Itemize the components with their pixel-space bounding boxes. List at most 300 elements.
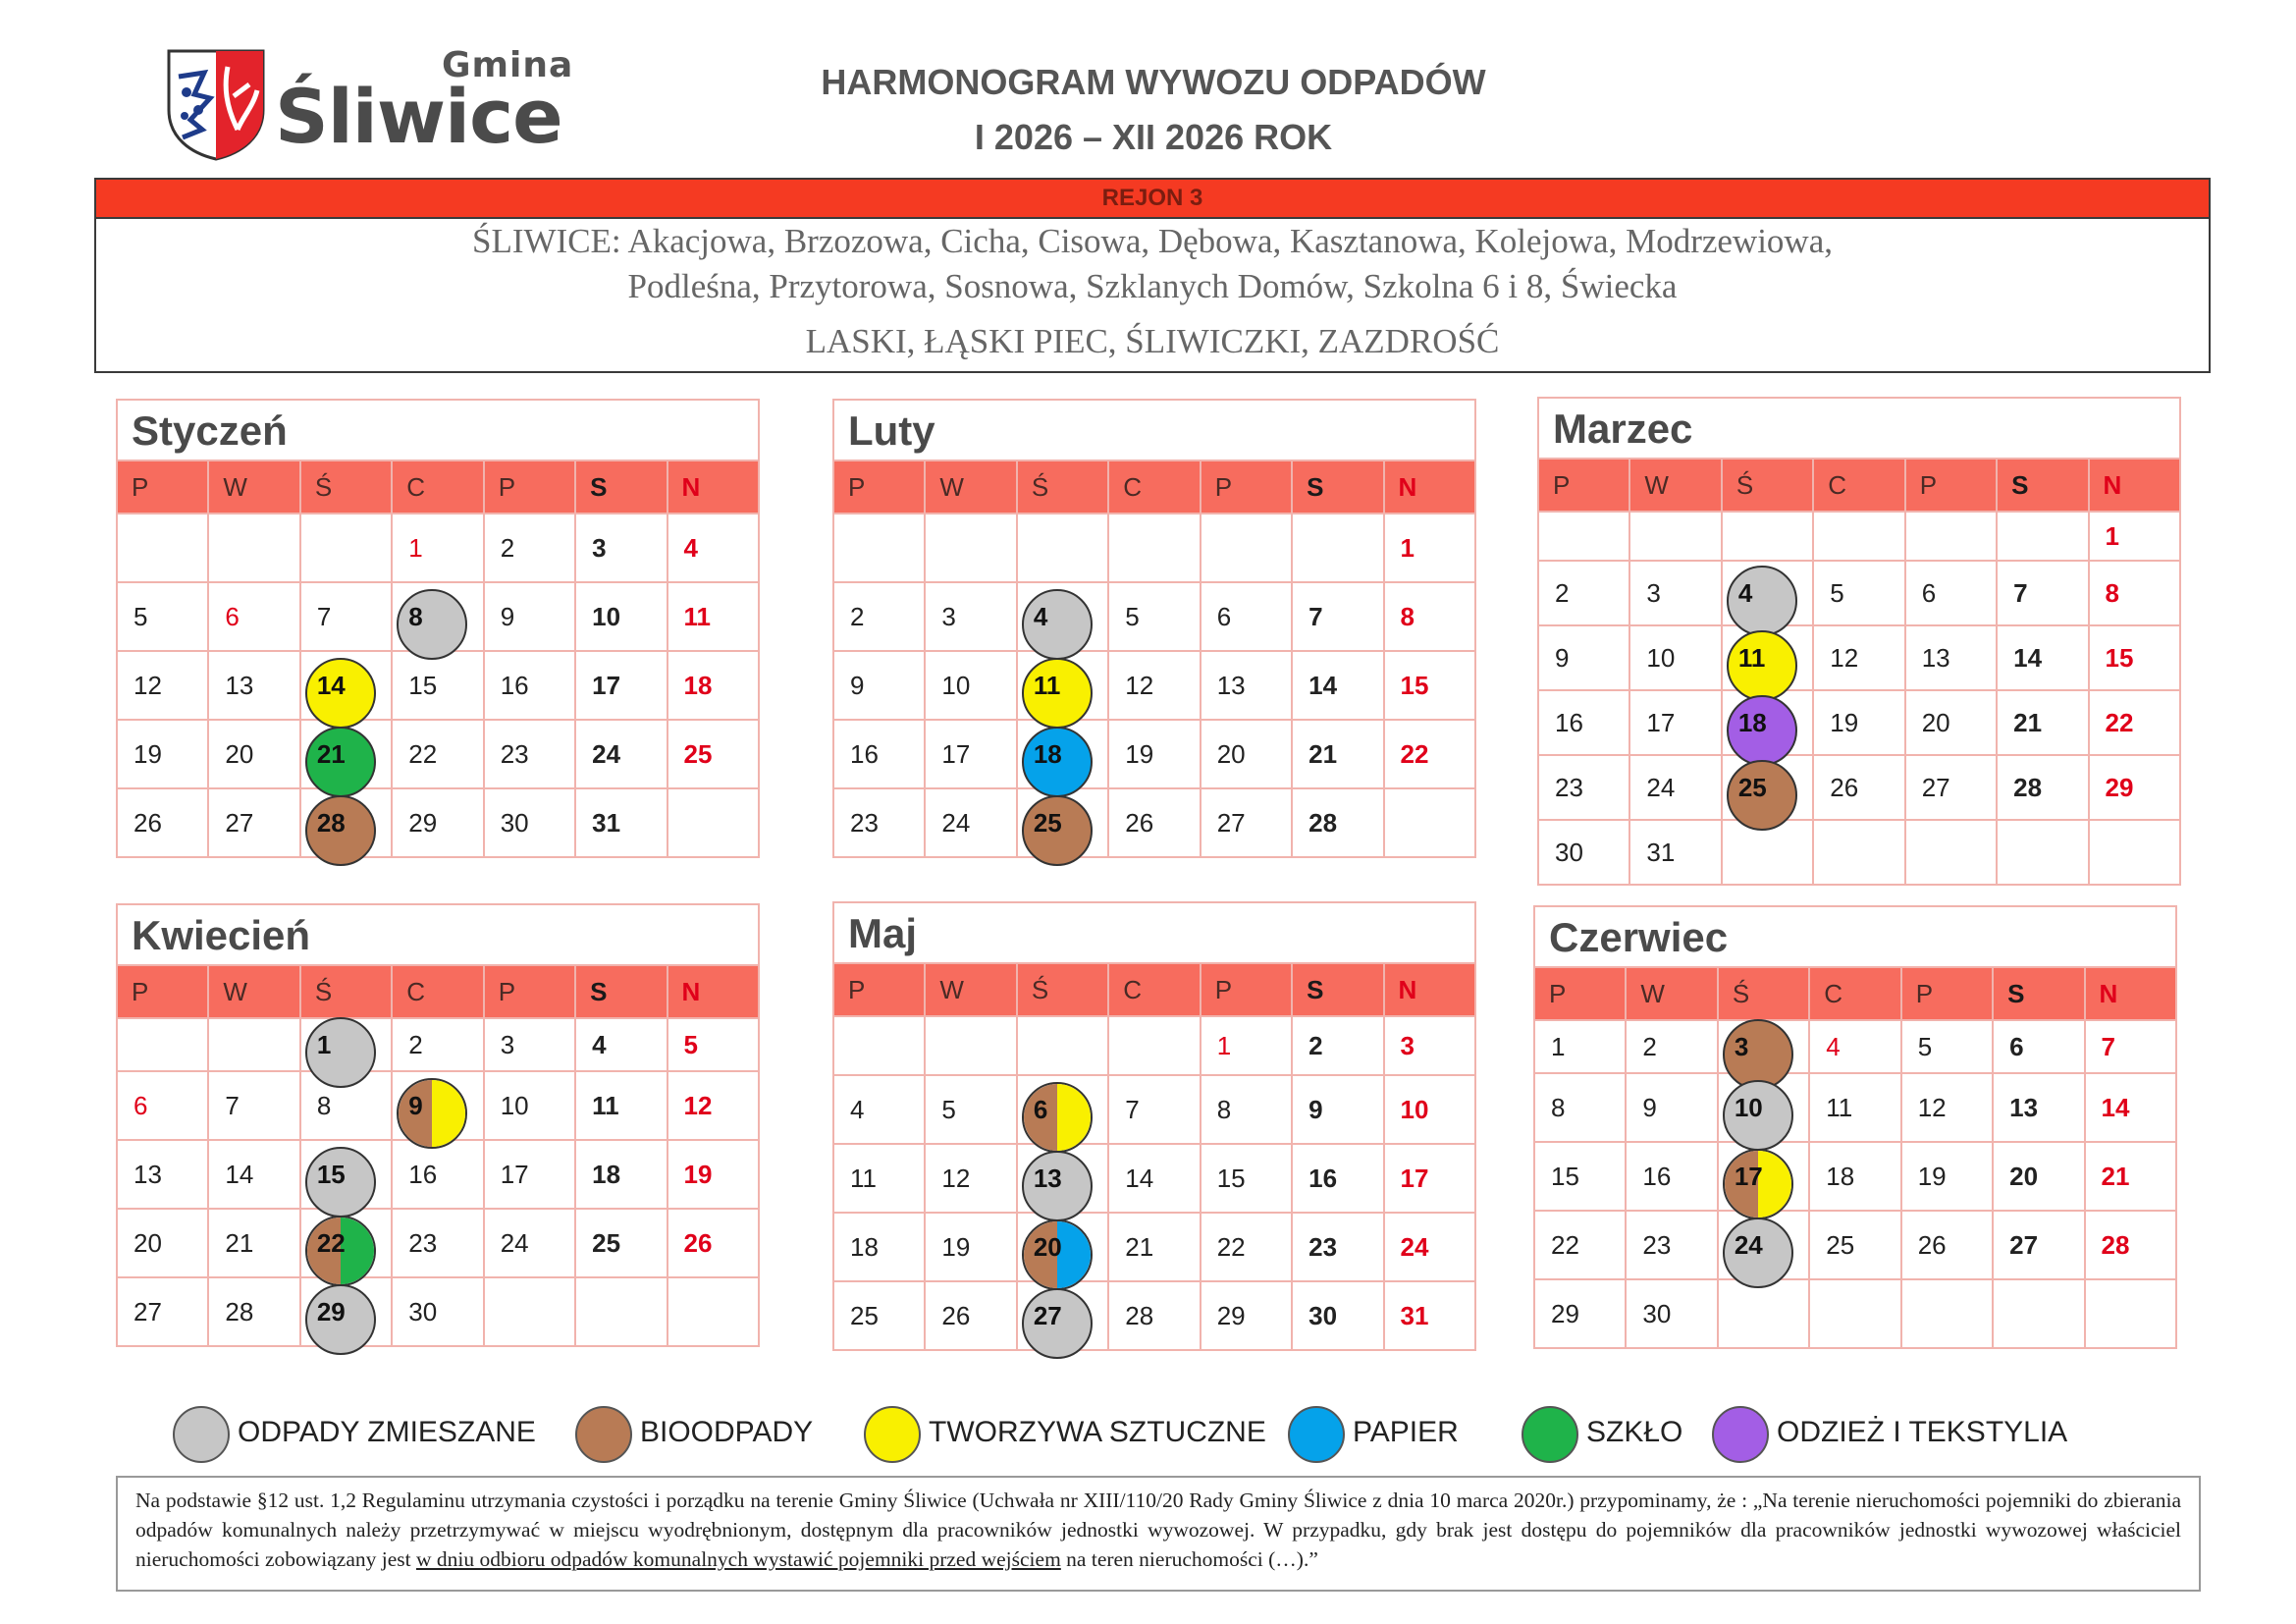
weekday-header: C bbox=[1813, 459, 1904, 512]
day-number: 18 bbox=[1826, 1161, 1855, 1191]
day-cell bbox=[575, 582, 667, 651]
day-number: 9 bbox=[850, 670, 865, 700]
day-number: 1 bbox=[316, 1029, 332, 1059]
day-cell bbox=[1017, 1213, 1108, 1281]
day-number: 30 bbox=[1555, 837, 1583, 867]
day-number: 17 bbox=[1400, 1163, 1429, 1193]
day-number: 21 bbox=[225, 1227, 254, 1258]
empty-cell bbox=[1629, 512, 1721, 561]
day-number: 9 bbox=[408, 1090, 423, 1120]
day-number: 4 bbox=[683, 532, 698, 563]
day-cell bbox=[1905, 755, 1997, 820]
day-cell bbox=[392, 720, 483, 788]
day-number: 19 bbox=[133, 738, 162, 769]
day-number: 31 bbox=[592, 807, 621, 838]
day-number: 6 bbox=[1921, 577, 1937, 608]
empty-cell bbox=[1017, 1016, 1108, 1075]
day-cell bbox=[1534, 1142, 1626, 1211]
day-number: 27 bbox=[1921, 772, 1950, 802]
pickup-marker-icon bbox=[1022, 1082, 1093, 1153]
day-number: 10 bbox=[1646, 642, 1676, 673]
day-number: 23 bbox=[408, 1227, 438, 1258]
day-number: 15 bbox=[1551, 1161, 1579, 1191]
day-cell bbox=[117, 1209, 208, 1277]
legend-dot-icon bbox=[1522, 1406, 1578, 1463]
weekday-header: W bbox=[208, 460, 299, 514]
day-number: 31 bbox=[1646, 837, 1676, 867]
day-number: 26 bbox=[1830, 772, 1859, 802]
weekday-header: N bbox=[2089, 459, 2180, 512]
day-cell bbox=[1722, 755, 1813, 820]
day-number: 28 bbox=[316, 807, 346, 838]
logo bbox=[165, 45, 587, 163]
day-number: 12 bbox=[1125, 670, 1154, 700]
day-number: 26 bbox=[1917, 1229, 1947, 1260]
day-cell bbox=[1017, 788, 1108, 857]
month-name: Maj bbox=[832, 901, 1476, 962]
empty-cell bbox=[1901, 1279, 1993, 1348]
legend-label: BIOODPADY bbox=[640, 1416, 814, 1448]
weekday-header: C bbox=[1108, 963, 1200, 1016]
empty-cell bbox=[1718, 1279, 1809, 1348]
day-cell bbox=[1997, 690, 2088, 755]
month-2 bbox=[832, 399, 1476, 858]
day-number: 10 bbox=[941, 670, 971, 700]
day-number: 7 bbox=[2101, 1031, 2115, 1061]
day-cell bbox=[667, 1071, 759, 1140]
day-cell bbox=[1905, 561, 1997, 625]
weekday-header: W bbox=[1629, 459, 1721, 512]
day-cell bbox=[117, 1277, 208, 1346]
day-cell bbox=[1292, 1281, 1383, 1350]
day-cell bbox=[1384, 1144, 1475, 1213]
day-number: 22 bbox=[316, 1227, 346, 1258]
day-number: 23 bbox=[1308, 1231, 1338, 1262]
day-cell bbox=[208, 651, 299, 720]
day-number: 21 bbox=[1125, 1231, 1154, 1262]
day-number: 2 bbox=[500, 532, 515, 563]
weekday-header: P bbox=[1201, 963, 1292, 1016]
day-cell bbox=[208, 1277, 299, 1346]
day-number: 23 bbox=[1555, 772, 1583, 802]
day-cell bbox=[1108, 1213, 1200, 1281]
day-number: 5 bbox=[683, 1029, 698, 1059]
day-cell bbox=[2089, 512, 2180, 561]
weekday-header: P bbox=[1201, 460, 1292, 514]
day-cell bbox=[925, 1281, 1016, 1350]
month-name: Czerwiec bbox=[1533, 905, 2177, 966]
day-number: 15 bbox=[1216, 1163, 1246, 1193]
day-number: 27 bbox=[225, 807, 254, 838]
day-number: 22 bbox=[408, 738, 438, 769]
day-cell bbox=[833, 1213, 925, 1281]
day-cell bbox=[1993, 1020, 2084, 1073]
weekday-header: Ś bbox=[1017, 963, 1108, 1016]
weekday-header: N bbox=[2085, 967, 2176, 1020]
day-number: 23 bbox=[500, 738, 529, 769]
day-cell bbox=[1201, 1281, 1292, 1350]
day-cell bbox=[117, 582, 208, 651]
day-cell bbox=[1108, 651, 1200, 720]
day-cell bbox=[833, 720, 925, 788]
day-cell bbox=[1997, 755, 2088, 820]
day-number: 24 bbox=[941, 807, 971, 838]
day-number: 16 bbox=[1642, 1161, 1672, 1191]
empty-cell bbox=[1108, 1016, 1200, 1075]
day-number: 24 bbox=[500, 1227, 529, 1258]
empty-cell bbox=[1905, 820, 1997, 885]
empty-cell bbox=[1384, 788, 1475, 857]
day-number: 27 bbox=[133, 1296, 162, 1326]
weekday-header: P bbox=[1901, 967, 1993, 1020]
weekday-header: P bbox=[833, 460, 925, 514]
day-number: 17 bbox=[1646, 707, 1676, 737]
day-cell bbox=[1626, 1020, 1717, 1073]
day-cell bbox=[1017, 720, 1108, 788]
day-cell bbox=[1626, 1211, 1717, 1279]
day-number: 14 bbox=[2013, 642, 2043, 673]
day-cell bbox=[300, 651, 392, 720]
day-number: 7 bbox=[1125, 1094, 1140, 1124]
day-number: 10 bbox=[500, 1090, 529, 1120]
day-cell bbox=[1993, 1073, 2084, 1142]
weekday-header: C bbox=[392, 460, 483, 514]
day-number: 30 bbox=[1308, 1300, 1338, 1330]
day-cell bbox=[1292, 1144, 1383, 1213]
day-number: 9 bbox=[1555, 642, 1570, 673]
day-cell bbox=[2089, 625, 2180, 690]
day-cell bbox=[1809, 1142, 1900, 1211]
region-line-1: ŚLIWICE: Akacjowa, Brzozowa, Cicha, Cisowa, Dębowa, Kasztanowa, Kolejowa, Modrzewiowa, bbox=[472, 222, 1833, 260]
day-cell bbox=[1292, 651, 1383, 720]
note-text-underlined: w dniu odbioru odpadów komunalnych wystawić pojemniki przed wejściem bbox=[415, 1547, 1061, 1571]
day-number: 19 bbox=[1830, 707, 1859, 737]
empty-cell bbox=[208, 1018, 299, 1071]
legend-label: PAPIER bbox=[1353, 1416, 1459, 1448]
day-number: 10 bbox=[1734, 1092, 1763, 1122]
day-cell bbox=[1384, 514, 1475, 582]
day-cell bbox=[667, 1209, 759, 1277]
day-number: 17 bbox=[1734, 1161, 1763, 1191]
weekday-header: S bbox=[575, 460, 667, 514]
day-number: 1 bbox=[1400, 532, 1415, 563]
day-cell bbox=[484, 514, 575, 582]
day-cell bbox=[300, 1277, 392, 1346]
empty-cell bbox=[575, 1277, 667, 1346]
day-number: 12 bbox=[683, 1090, 713, 1120]
day-cell bbox=[1626, 1279, 1717, 1348]
day-number: 4 bbox=[592, 1029, 607, 1059]
empty-cell bbox=[1993, 1279, 2084, 1348]
day-number: 13 bbox=[1921, 642, 1950, 673]
legend-label: SZKŁO bbox=[1586, 1416, 1683, 1448]
day-cell bbox=[300, 1071, 392, 1140]
day-cell bbox=[1538, 625, 1629, 690]
day-cell bbox=[1017, 651, 1108, 720]
day-cell bbox=[392, 582, 483, 651]
day-number: 27 bbox=[1033, 1300, 1062, 1330]
day-cell bbox=[117, 788, 208, 857]
month-name: Luty bbox=[832, 399, 1476, 460]
day-number: 15 bbox=[408, 670, 438, 700]
day-cell bbox=[833, 1144, 925, 1213]
title-line-1: HARMONOGRAM WYWOZU ODPADÓW bbox=[821, 62, 1486, 102]
day-number: 26 bbox=[1125, 807, 1154, 838]
weekday-header: P bbox=[117, 965, 208, 1018]
day-cell bbox=[1017, 1075, 1108, 1144]
day-cell bbox=[1901, 1073, 1993, 1142]
day-number: 25 bbox=[1033, 807, 1062, 838]
day-number: 28 bbox=[2101, 1229, 2130, 1260]
day-number: 28 bbox=[2013, 772, 2043, 802]
day-number: 7 bbox=[1308, 601, 1323, 631]
day-number: 16 bbox=[1555, 707, 1583, 737]
day-number: 6 bbox=[1216, 601, 1232, 631]
day-cell bbox=[2089, 755, 2180, 820]
region-label: REJON 3 bbox=[96, 180, 2209, 219]
day-cell bbox=[300, 1018, 392, 1071]
day-number: 12 bbox=[133, 670, 162, 700]
empty-cell bbox=[1813, 820, 1904, 885]
day-cell bbox=[575, 788, 667, 857]
region-line-3: LASKI, ŁĄSKI PIEC, ŚLIWICZKI, ZAZDROŚĆ bbox=[805, 322, 1500, 360]
weekday-header: Ś bbox=[300, 965, 392, 1018]
region-line-2: Podleśna, Przytorowa, Sosnowa, Szklanych Domów, Szkolna 6 i 8, Świecka bbox=[627, 267, 1678, 305]
empty-cell bbox=[1813, 512, 1904, 561]
day-cell bbox=[1384, 1016, 1475, 1075]
day-number: 15 bbox=[316, 1159, 346, 1189]
day-cell bbox=[208, 720, 299, 788]
day-cell bbox=[1384, 651, 1475, 720]
empty-cell bbox=[667, 788, 759, 857]
day-number: 8 bbox=[1551, 1092, 1566, 1122]
day-number: 29 bbox=[1216, 1300, 1246, 1330]
day-number: 28 bbox=[225, 1296, 254, 1326]
weekday-header: P bbox=[117, 460, 208, 514]
day-cell bbox=[1534, 1211, 1626, 1279]
day-number: 20 bbox=[1033, 1231, 1062, 1262]
day-cell bbox=[392, 788, 483, 857]
day-number: 8 bbox=[1216, 1094, 1232, 1124]
day-number: 5 bbox=[1917, 1031, 1933, 1061]
day-number: 25 bbox=[850, 1300, 879, 1330]
day-number: 28 bbox=[1125, 1300, 1154, 1330]
weekday-header: S bbox=[1997, 459, 2088, 512]
day-number: 29 bbox=[316, 1296, 346, 1326]
day-cell bbox=[925, 1144, 1016, 1213]
day-cell bbox=[208, 1209, 299, 1277]
day-cell bbox=[925, 582, 1016, 651]
day-cell bbox=[1292, 1213, 1383, 1281]
day-cell bbox=[1292, 720, 1383, 788]
empty-cell bbox=[1809, 1279, 1900, 1348]
day-number: 17 bbox=[500, 1159, 529, 1189]
day-cell bbox=[484, 1071, 575, 1140]
day-cell bbox=[1629, 755, 1721, 820]
day-cell bbox=[1813, 625, 1904, 690]
day-number: 8 bbox=[316, 1090, 332, 1120]
title-line-2: I 2026 – XII 2026 ROK bbox=[974, 117, 1333, 157]
day-cell bbox=[1718, 1020, 1809, 1073]
day-cell bbox=[392, 651, 483, 720]
empty-cell bbox=[2085, 1279, 2176, 1348]
empty-cell bbox=[667, 1277, 759, 1346]
day-number: 14 bbox=[225, 1159, 254, 1189]
day-cell bbox=[1201, 1213, 1292, 1281]
day-number: 16 bbox=[500, 670, 529, 700]
pickup-half-tworzywa bbox=[432, 1080, 465, 1147]
day-cell bbox=[1809, 1211, 1900, 1279]
day-cell bbox=[1905, 625, 1997, 690]
day-number: 14 bbox=[1125, 1163, 1154, 1193]
month-table bbox=[116, 460, 760, 858]
day-cell bbox=[392, 1277, 483, 1346]
empty-cell bbox=[833, 514, 925, 582]
day-number: 29 bbox=[2105, 772, 2134, 802]
day-cell bbox=[833, 1281, 925, 1350]
day-number: 9 bbox=[1308, 1094, 1323, 1124]
note-text-part1: Na podstawie §12 ust. 1,2 Regulaminu utrzymania czystości i porządku na terenie Gminy Śliwice (Uchwała nr XIII/110/20 Rady Gminy Śliwice z dnia 10 marca 2020r.) przypominamy, że : „Na terenie nieruchomości pojemniki do zbierania odpadów komunalnych należy przetrzymywać w miejscu wyodrębnionym, dostępnym dla pracowników jednostki wywozowej. W przypadku, gdy brak jest dostępu do pojemników dla pracowników jednostki wywozowej właściciel nieruchomości zobowiązany jest bbox=[135, 1489, 2181, 1571]
day-number: 20 bbox=[1921, 707, 1950, 737]
day-cell bbox=[2089, 690, 2180, 755]
day-cell bbox=[1534, 1279, 1626, 1348]
day-number: 16 bbox=[1308, 1163, 1338, 1193]
day-cell bbox=[1993, 1211, 2084, 1279]
day-cell bbox=[1809, 1020, 1900, 1073]
day-number: 13 bbox=[225, 670, 254, 700]
day-cell bbox=[300, 1140, 392, 1209]
day-number: 31 bbox=[1400, 1300, 1429, 1330]
day-number: 1 bbox=[2105, 520, 2119, 551]
day-number: 18 bbox=[683, 670, 713, 700]
weekday-header: N bbox=[667, 460, 759, 514]
day-number: 26 bbox=[133, 807, 162, 838]
day-number: 11 bbox=[592, 1090, 619, 1120]
day-cell bbox=[1809, 1073, 1900, 1142]
empty-cell bbox=[1997, 512, 2088, 561]
day-number: 3 bbox=[1646, 577, 1661, 608]
day-number: 10 bbox=[1400, 1094, 1429, 1124]
empty-cell bbox=[1108, 514, 1200, 582]
day-cell bbox=[667, 1018, 759, 1071]
legend-dot-icon bbox=[1288, 1406, 1345, 1463]
coat-of-arms-icon bbox=[165, 47, 267, 161]
day-cell bbox=[575, 651, 667, 720]
day-cell bbox=[1534, 1073, 1626, 1142]
day-number: 3 bbox=[941, 601, 956, 631]
day-cell bbox=[1626, 1142, 1717, 1211]
day-cell bbox=[392, 1209, 483, 1277]
empty-cell bbox=[1722, 512, 1813, 561]
day-cell bbox=[1718, 1142, 1809, 1211]
day-number: 22 bbox=[1551, 1229, 1579, 1260]
day-cell bbox=[484, 651, 575, 720]
day-cell bbox=[1017, 1281, 1108, 1350]
month-table bbox=[1537, 458, 2181, 886]
day-number: 20 bbox=[2009, 1161, 2039, 1191]
empty-cell bbox=[925, 1016, 1016, 1075]
day-cell bbox=[1108, 582, 1200, 651]
day-number: 17 bbox=[941, 738, 971, 769]
day-cell bbox=[300, 720, 392, 788]
legend-dot-icon bbox=[173, 1406, 230, 1463]
day-number: 12 bbox=[1830, 642, 1859, 673]
day-number: 1 bbox=[1551, 1031, 1566, 1061]
month-6 bbox=[1533, 905, 2177, 1349]
day-number: 21 bbox=[1308, 738, 1338, 769]
weekday-header: N bbox=[667, 965, 759, 1018]
empty-cell bbox=[484, 1277, 575, 1346]
weekday-header: P bbox=[484, 965, 575, 1018]
day-cell bbox=[117, 1071, 208, 1140]
empty-cell bbox=[1538, 512, 1629, 561]
day-cell bbox=[1629, 561, 1721, 625]
day-cell bbox=[208, 1140, 299, 1209]
regulation-note bbox=[116, 1476, 2201, 1592]
day-number: 24 bbox=[1734, 1229, 1763, 1260]
day-number: 25 bbox=[1737, 772, 1767, 802]
day-number: 20 bbox=[133, 1227, 162, 1258]
day-number: 16 bbox=[408, 1159, 438, 1189]
weekday-header: C bbox=[1108, 460, 1200, 514]
day-number: 19 bbox=[683, 1159, 713, 1189]
month-name: Marzec bbox=[1537, 397, 2181, 458]
day-cell bbox=[667, 651, 759, 720]
legend-label: TWORZYWA SZTUCZNE bbox=[929, 1416, 1266, 1448]
logo-name-text: Śliwice bbox=[275, 73, 562, 160]
day-number: 6 bbox=[225, 601, 240, 631]
day-number: 11 bbox=[1737, 642, 1766, 673]
empty-cell bbox=[208, 514, 299, 582]
empty-cell bbox=[1017, 514, 1108, 582]
day-cell bbox=[667, 1140, 759, 1209]
month-4 bbox=[116, 903, 760, 1347]
day-number: 3 bbox=[1400, 1030, 1415, 1060]
day-number: 20 bbox=[1216, 738, 1246, 769]
day-cell bbox=[575, 1140, 667, 1209]
day-cell bbox=[667, 514, 759, 582]
weekday-header: P bbox=[1534, 967, 1626, 1020]
day-cell bbox=[1108, 720, 1200, 788]
day-number: 2 bbox=[408, 1029, 423, 1059]
day-number: 21 bbox=[316, 738, 346, 769]
day-cell bbox=[575, 720, 667, 788]
day-number: 18 bbox=[1033, 738, 1062, 769]
day-cell bbox=[1108, 788, 1200, 857]
day-number: 14 bbox=[316, 670, 346, 700]
day-number: 13 bbox=[2009, 1092, 2039, 1122]
day-cell bbox=[1201, 788, 1292, 857]
day-cell bbox=[833, 1075, 925, 1144]
weekday-header: N bbox=[1384, 963, 1475, 1016]
day-cell bbox=[392, 514, 483, 582]
legend-dot-icon bbox=[864, 1406, 921, 1463]
day-cell bbox=[575, 1209, 667, 1277]
day-number: 30 bbox=[1642, 1298, 1672, 1328]
day-number: 26 bbox=[683, 1227, 713, 1258]
empty-cell bbox=[300, 514, 392, 582]
day-cell bbox=[1722, 690, 1813, 755]
day-number: 8 bbox=[2105, 577, 2119, 608]
day-cell bbox=[833, 788, 925, 857]
legend-label: ODZIEŻ I TEKSTYLIA bbox=[1777, 1416, 2068, 1448]
day-cell bbox=[208, 788, 299, 857]
day-cell bbox=[2089, 561, 2180, 625]
weekday-header: Ś bbox=[300, 460, 392, 514]
day-cell bbox=[1997, 561, 2088, 625]
day-cell bbox=[1538, 561, 1629, 625]
day-cell bbox=[1384, 1213, 1475, 1281]
